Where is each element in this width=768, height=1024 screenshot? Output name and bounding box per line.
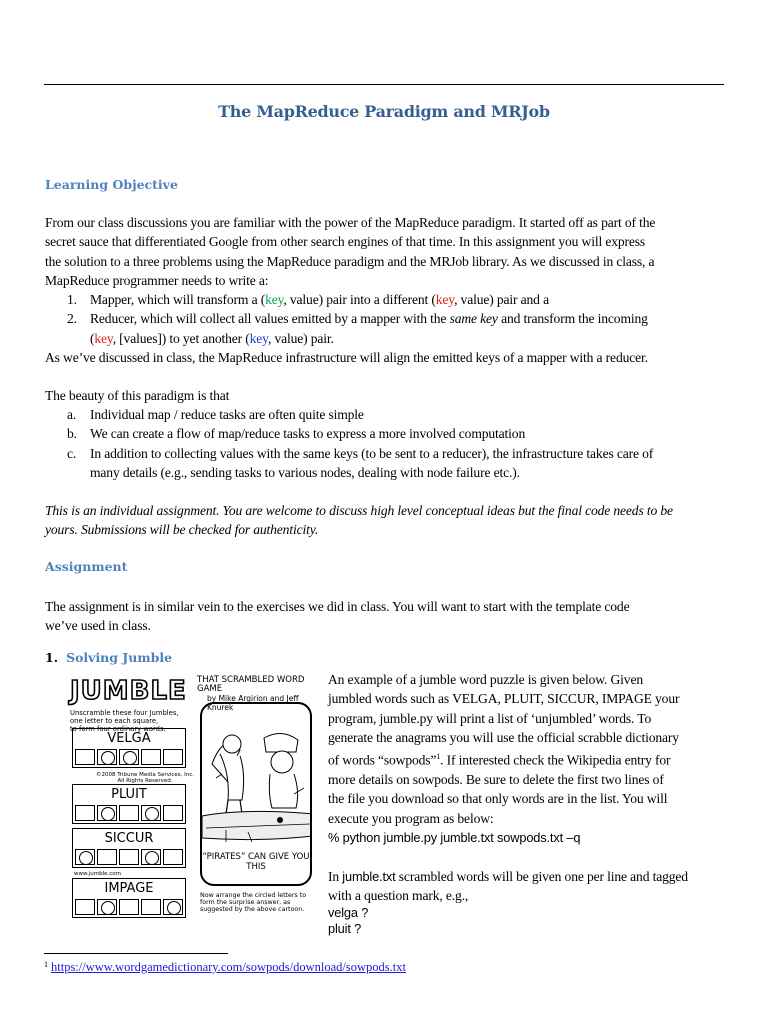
alignment-paragraph	[45, 348, 735, 367]
jumble-word-box	[72, 784, 186, 824]
emphasis: same key	[449, 311, 498, 327]
text-run: , value) pair.	[267, 330, 334, 346]
section-heading-solving-jumble	[45, 650, 172, 665]
letter-squares	[75, 849, 185, 865]
list-letter: b.	[67, 426, 77, 442]
text-run: , value) pair into a different (	[283, 292, 436, 307]
copyright-line: All Rights Reserved.	[117, 778, 173, 785]
example-line: velga ?	[328, 905, 369, 921]
sowpods-download-link[interactable]: https://www.wordgamedictionary.com/sowpods/download/sowpods.txt	[51, 960, 406, 974]
beauty-list	[45, 405, 735, 482]
jumble-word: PLUIT	[111, 787, 147, 802]
instruction-line: Unscramble these four Jumbles,	[70, 709, 179, 717]
copyright-line: ©2008 Tribune Media Services, Inc.	[96, 772, 195, 778]
learning-objective-heading: Learning Objective	[45, 177, 178, 192]
intro-line: secret sauce that differentiated Google from other search engines of that time. In this assignment you will express	[45, 234, 646, 250]
jumble-word: SICCUR	[104, 831, 154, 846]
jumble-subtitle-line: THAT SCRAMBLED WORD GAME	[197, 675, 305, 694]
paragraph-line: the file you download so that only words are in the list. You will	[328, 791, 668, 807]
text-run: . If interested check the Wikipedia entry for	[440, 752, 671, 768]
note-line: This is an individual assignment. You are welcome to discuss high level conceptual ideas but the final code needs to be	[45, 503, 673, 518]
header-rule	[44, 84, 724, 85]
key-highlight: key	[265, 292, 284, 307]
arrange-instructions: Now arrange the circled letters to form the surprise answer, as suggested by the above cartoon.	[200, 892, 307, 913]
pirates-cartoon	[200, 702, 312, 886]
letter-squares	[75, 749, 185, 765]
paragraph-line: An example of a jumble word puzzle is given below. Given	[328, 672, 643, 687]
intro-line: MapReduce programmer needs to write a:	[45, 272, 269, 288]
text-run: (	[90, 330, 95, 346]
jumble-byline: by Mike Argirion and Jeff Knurek	[207, 694, 299, 712]
text-run: Mapper, which will transform a (	[90, 292, 266, 307]
key-highlight: key	[435, 292, 455, 307]
text-run: and transform the incoming	[497, 311, 648, 327]
jumble-logo: JUMBLE	[70, 676, 187, 706]
jumble-word: VELGA	[107, 731, 151, 746]
section-label: Solving Jumble	[66, 650, 173, 665]
individual-assignment-note	[45, 501, 735, 540]
assignment-intro	[45, 597, 735, 636]
list-item-text: In addition to collecting values with the same keys (to be sent to a reducer), the infrastructure takes care of	[90, 445, 654, 461]
beauty-paragraph	[45, 386, 735, 405]
page-title: The MapReduce Paradigm and MRJob	[218, 102, 550, 121]
instruction-line: one letter to each square,	[70, 716, 159, 725]
list-item-text: many details (e.g., sending tasks to various nodes, dealing with node failure etc.).	[90, 464, 520, 480]
paragraph-line: generate the anagrams you will use the official scrabble dictionary	[328, 729, 679, 745]
paragraph-line: program, jumble.py will print a list of ‘unjumbled’ words. To	[328, 710, 652, 726]
paragraph-line: The assignment is in similar vein to the exercises we did in class. You will want to start with the template code	[45, 599, 630, 614]
jumble-description	[328, 670, 728, 937]
spacer	[328, 847, 728, 866]
jumble-copyright	[96, 772, 194, 784]
paragraph-line: more details on sowpods. Be sure to delete the first two lines of	[328, 772, 664, 788]
jumble-word-box	[70, 724, 186, 768]
list-item	[45, 424, 735, 443]
footnote	[44, 960, 406, 975]
jumble-word-box	[72, 878, 186, 918]
paragraph-line: with a question mark, e.g.,	[328, 887, 469, 903]
key-highlight: key	[94, 330, 113, 346]
paragraph-line: jumbled words such as VELGA, PLUIT, SICCUR, IMPAGE your	[328, 691, 680, 707]
text-run: of words “sowpods”	[328, 752, 437, 768]
list-item	[45, 405, 735, 424]
jumble-puzzle-image	[66, 672, 322, 924]
text-run: In	[328, 868, 343, 884]
list-number: 2.	[67, 311, 77, 327]
footnote-separator	[44, 953, 228, 954]
jumble-site: www.jumble.com	[74, 871, 122, 877]
learning-objective-intro	[45, 213, 735, 290]
command-example: % python jumble.py jumble.txt sowpods.txt –q	[328, 829, 581, 845]
footnote-marker: 1	[44, 960, 48, 969]
key-highlight: key	[249, 330, 268, 346]
text-run: Reducer, which will collect all values emitted by a mapper with the	[90, 311, 450, 327]
assignment-heading: Assignment	[45, 559, 128, 574]
list-letter: a.	[67, 407, 77, 422]
section-number: 1.	[45, 650, 59, 665]
text-run: scrambled words will be given one per line and tagged	[395, 868, 688, 884]
list-item	[45, 444, 735, 483]
cartoon-caption: “PIRATES” CAN GIVE YOU THIS	[202, 852, 310, 872]
paragraph-line: execute you program as below:	[328, 810, 494, 826]
list-item-text: We can create a flow of map/reduce tasks to express a more involved computation	[90, 426, 526, 442]
paragraph-line: we’ve used in class.	[45, 618, 151, 634]
letter-squares	[75, 899, 185, 915]
note-line: yours. Submissions will be checked for authenticity.	[45, 522, 319, 538]
paragraph-line: As we’ve discussed in class, the MapReduce infrastructure will align the emitted keys of a mapper with a reducer.	[45, 350, 648, 365]
intro-line: From our class discussions you are familiar with the power of the MapReduce paradigm. It started off as part of the	[45, 215, 656, 230]
footnote-reference[interactable]: 1	[436, 752, 441, 762]
list-item	[45, 309, 735, 348]
intro-line: the solution to a three problems using the MapReduce paradigm and the MRJob library. As we discussed in class, a	[45, 253, 655, 269]
list-number: 1.	[67, 292, 77, 307]
file-name: jumble.txt	[342, 868, 396, 884]
example-line: pluit ?	[328, 921, 362, 937]
text-run: , [values]) to yet another (	[112, 330, 250, 346]
jumble-word: IMPAGE	[104, 881, 154, 896]
jumble-word-box	[72, 828, 186, 868]
instruction-line: to form four ordinary words.	[70, 724, 166, 733]
letter-squares	[75, 805, 185, 821]
list-letter: c.	[67, 445, 77, 461]
list-item-text: Individual map / reduce tasks are often quite simple	[90, 407, 364, 422]
list-item	[45, 290, 735, 309]
text-run: , value) pair and a	[454, 292, 549, 307]
mapreduce-steps-list	[45, 290, 735, 348]
paragraph-line: The beauty of this paradigm is that	[45, 388, 230, 403]
